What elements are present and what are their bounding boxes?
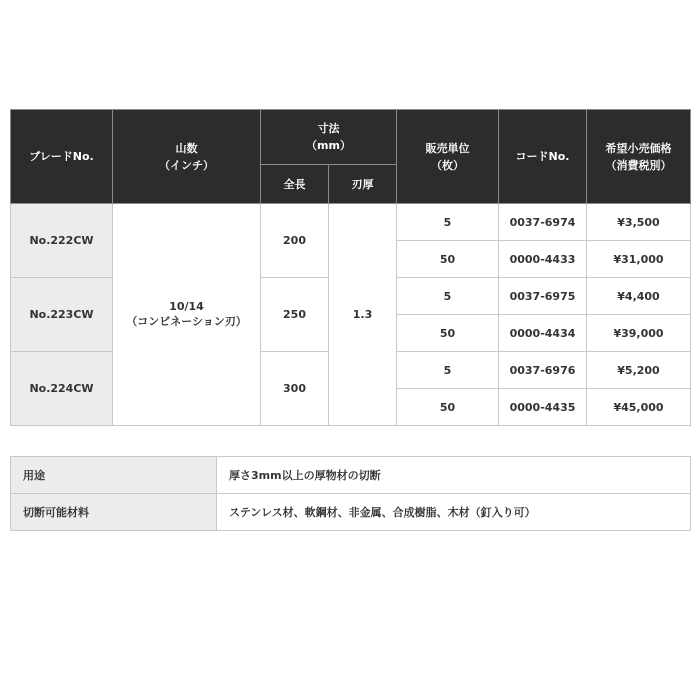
blade-name: No.224CW bbox=[11, 352, 113, 426]
table-row bbox=[11, 204, 691, 241]
unit-value: 50 bbox=[397, 389, 499, 426]
price-value: ¥3,500 bbox=[587, 204, 691, 241]
code-value: 0000-4435 bbox=[499, 389, 587, 426]
header-unit-line2: （枚） bbox=[431, 158, 464, 172]
thickness-value: 1.3 bbox=[329, 204, 397, 426]
header-teeth-line1: 山数 bbox=[175, 141, 198, 155]
unit-value: 5 bbox=[397, 278, 499, 315]
usage-value: 厚さ3mm以上の厚物材の切断 bbox=[217, 457, 691, 494]
price-value: ¥39,000 bbox=[587, 315, 691, 352]
usage-table bbox=[10, 456, 691, 531]
usage-row bbox=[11, 457, 691, 494]
price-value: ¥4,400 bbox=[587, 278, 691, 315]
price-value: ¥45,000 bbox=[587, 389, 691, 426]
materials-row bbox=[11, 494, 691, 531]
materials-value: ステンレス材、軟鋼材、非金属、合成樹脂、木材（釘入り可） bbox=[217, 494, 691, 531]
header-teeth bbox=[113, 110, 261, 204]
price-value: ¥31,000 bbox=[587, 241, 691, 278]
materials-key: 切断可能材料 bbox=[11, 494, 217, 531]
teeth-value-line1: 10/14 bbox=[169, 300, 204, 313]
blade-name: No.223CW bbox=[11, 278, 113, 352]
header-price-line1: 希望小売価格 bbox=[605, 141, 672, 155]
unit-value: 50 bbox=[397, 315, 499, 352]
header-length: 全長 bbox=[261, 165, 329, 204]
length-value: 250 bbox=[261, 278, 329, 352]
header-code: コードNo. bbox=[499, 110, 587, 204]
header-price-line2: （消費税別） bbox=[605, 158, 672, 172]
header-blade-no: ブレードNo. bbox=[11, 110, 113, 204]
header-dimensions bbox=[261, 110, 397, 165]
unit-value: 5 bbox=[397, 204, 499, 241]
blade-name: No.222CW bbox=[11, 204, 113, 278]
header-price bbox=[587, 110, 691, 204]
header-teeth-line2: （インチ） bbox=[159, 158, 214, 172]
spec-table bbox=[10, 109, 691, 426]
price-value: ¥5,200 bbox=[587, 352, 691, 389]
code-value: 0037-6976 bbox=[499, 352, 587, 389]
length-value: 300 bbox=[261, 352, 329, 426]
length-value: 200 bbox=[261, 204, 329, 278]
code-value: 0037-6974 bbox=[499, 204, 587, 241]
usage-key: 用途 bbox=[11, 457, 217, 494]
code-value: 0037-6975 bbox=[499, 278, 587, 315]
code-value: 0000-4433 bbox=[499, 241, 587, 278]
header-dim-line2: （mm） bbox=[306, 139, 351, 152]
header-dim-line1: 寸法 bbox=[317, 122, 340, 135]
code-value: 0000-4434 bbox=[499, 315, 587, 352]
teeth-value-line2: （コンビネーション刃） bbox=[126, 315, 247, 328]
header-sales-unit bbox=[397, 110, 499, 204]
unit-value: 5 bbox=[397, 352, 499, 389]
header-unit-line1: 販売単位 bbox=[425, 141, 470, 155]
unit-value: 50 bbox=[397, 241, 499, 278]
teeth-value bbox=[113, 204, 261, 426]
header-thickness: 刃厚 bbox=[329, 165, 397, 204]
